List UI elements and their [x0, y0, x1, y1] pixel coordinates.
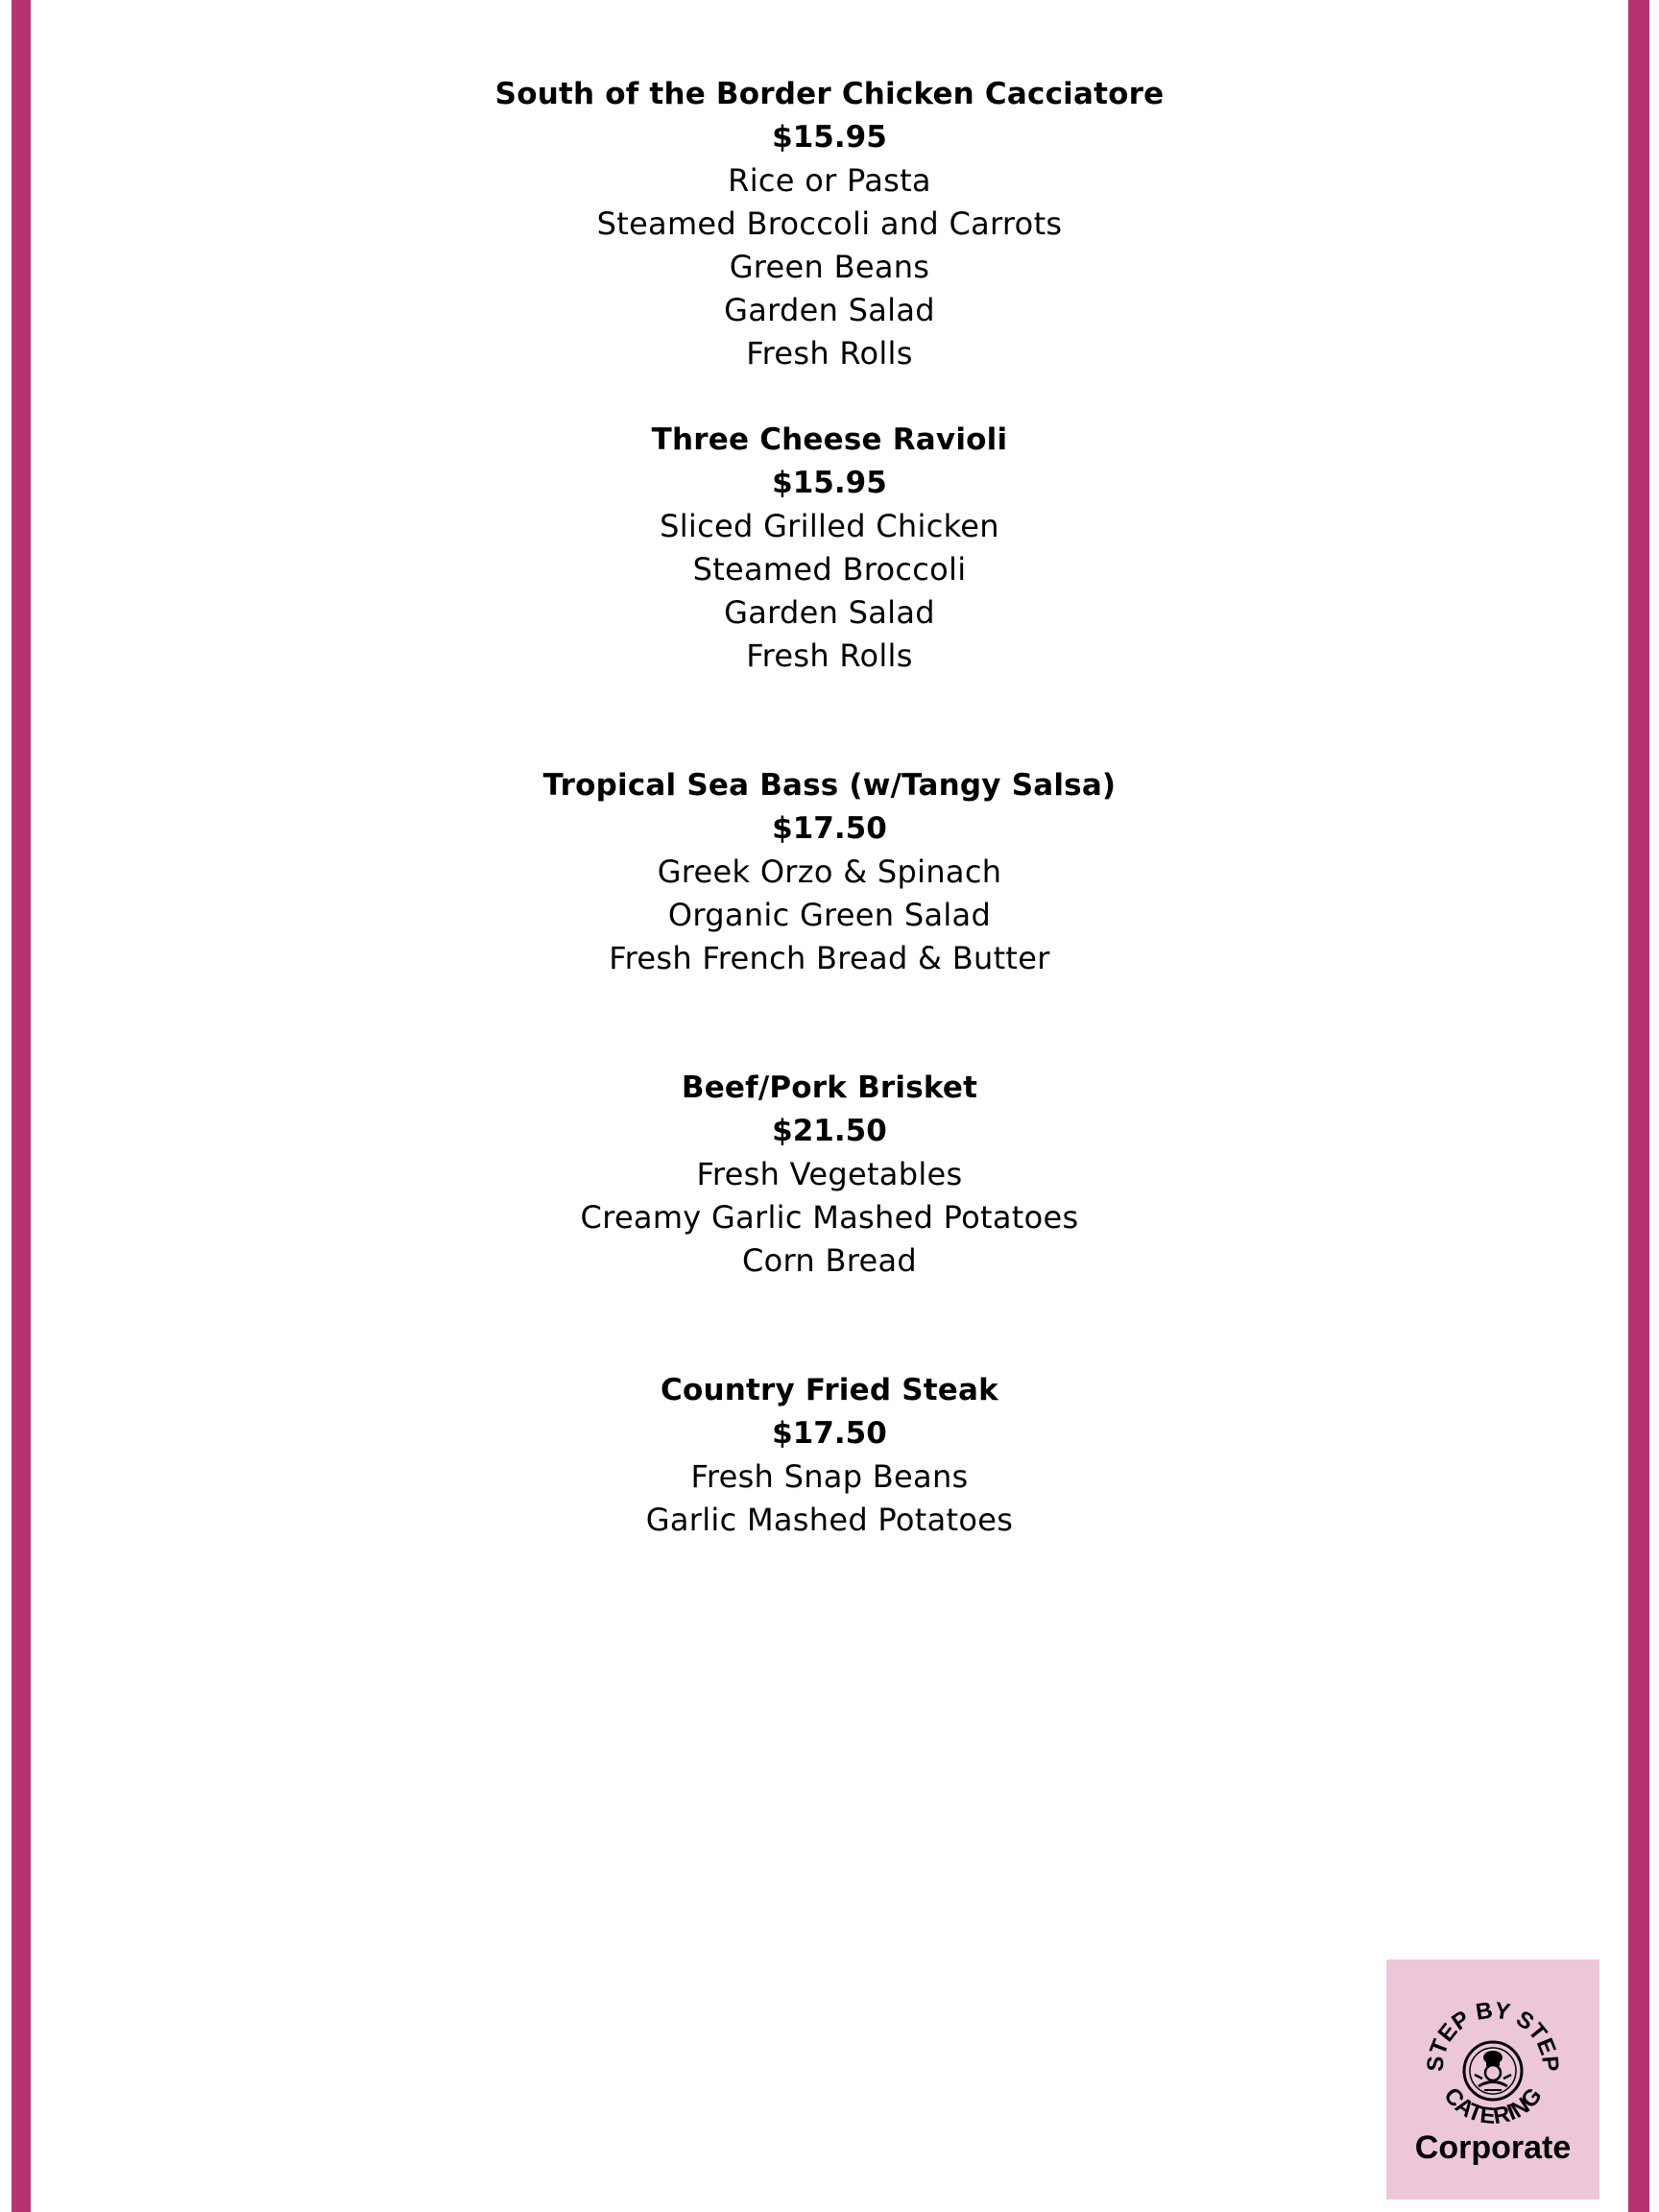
logo-ring-text-bottom: CATERING — [1438, 2082, 1548, 2130]
menu-item — [0, 419, 1659, 678]
logo-caption: Corporate — [1414, 2129, 1572, 2166]
menu-item-side: Green Beans — [729, 249, 930, 285]
menu-item-title: Beef/Pork Brisket — [681, 1070, 978, 1105]
menu-item-side: Fresh Rolls — [746, 335, 913, 372]
menu-item-side: Rice or Pasta — [728, 162, 931, 199]
menu-item-side: Fresh French Bread & Butter — [609, 940, 1050, 976]
logo-emblem — [1411, 1986, 1575, 2150]
menu-item-price: $21.50 — [772, 1114, 887, 1148]
menu-item-side: Organic Green Salad — [667, 897, 992, 933]
chef-emblem-icon — [1464, 2042, 1522, 2100]
menu-item-side: Corn Bread — [742, 1242, 917, 1279]
menu-item-side: Garden Salad — [724, 594, 935, 631]
menu-item-price: $17.50 — [772, 1416, 887, 1451]
menu-item-side: Garden Salad — [724, 292, 935, 328]
menu-item-side: Fresh Vegetables — [696, 1156, 963, 1192]
menu-item-side: Creamy Garlic Mashed Potatoes — [580, 1199, 1079, 1236]
menu-item-price: $17.50 — [772, 811, 887, 846]
menu-item — [0, 764, 1659, 980]
menu-item-side: Steamed Broccoli — [692, 551, 967, 588]
menu-item-side: Steamed Broccoli and Carrots — [596, 205, 1063, 242]
menu-item-side: Garlic Mashed Potatoes — [645, 1502, 1014, 1538]
logo-ring-text-top: STEP BY STEP — [1422, 1997, 1564, 2073]
menu-item-title: Country Fried Steak — [661, 1373, 998, 1407]
company-logo — [1386, 1960, 1599, 2200]
menu-item — [0, 1369, 1659, 1542]
menu-item-title: Three Cheese Ravioli — [651, 422, 1008, 457]
menu-item-side: Greek Orzo & Spinach — [657, 854, 1002, 890]
menu-item-side: Fresh Rolls — [746, 637, 913, 674]
menu-item — [0, 1067, 1659, 1283]
menu-item-price: $15.95 — [772, 120, 887, 155]
menu-item-title: South of the Border Chicken Cacciatore — [494, 77, 1165, 111]
menu-item — [0, 73, 1659, 375]
menu-item-price: $15.95 — [772, 466, 887, 500]
menu-item-side: Fresh Snap Beans — [690, 1458, 969, 1495]
menu-item-title: Tropical Sea Bass (w/Tangy Salsa) — [542, 768, 1117, 803]
menu-item-side: Sliced Grilled Chicken — [660, 508, 999, 544]
